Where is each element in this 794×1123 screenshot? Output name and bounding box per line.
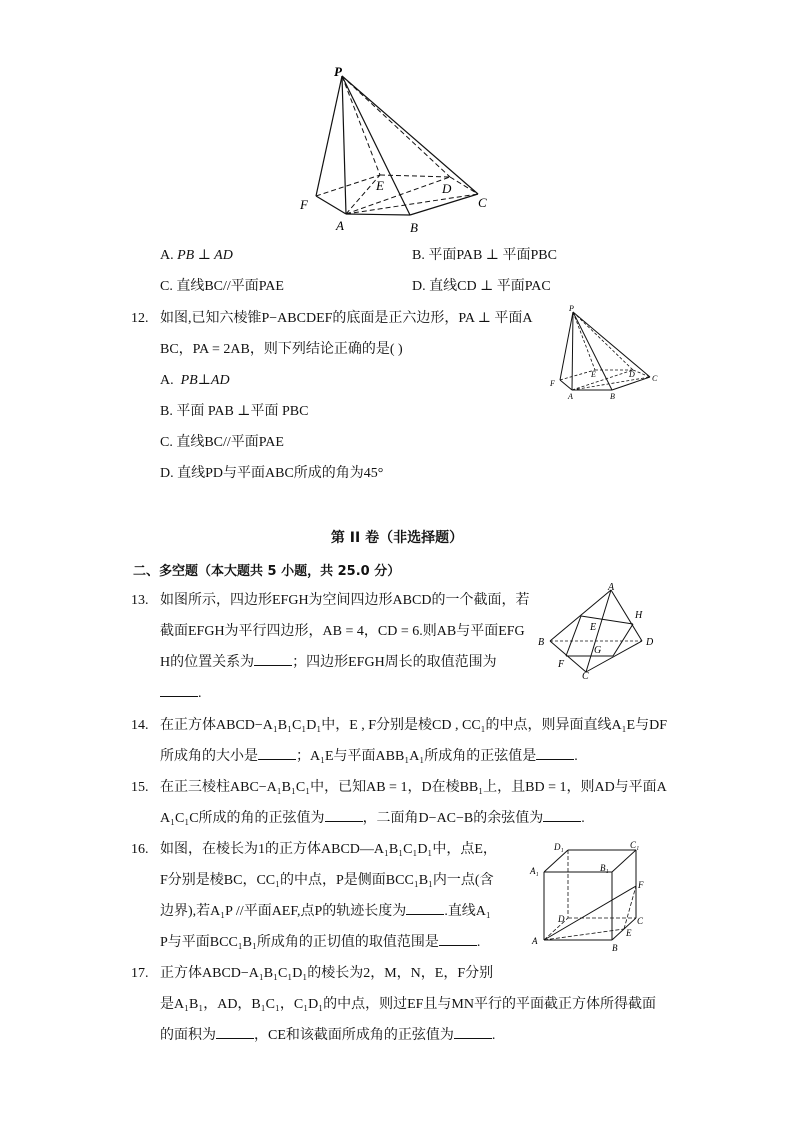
q13-stem-line1: 如图所示，四边形EFGH为空间四边形ABCD的一个截面，若 xyxy=(160,593,530,608)
q12-option-b: B. 平面 PAB ⊥平面 PBC xyxy=(160,404,309,419)
answer-blank xyxy=(216,1026,254,1039)
q16-label-E: E xyxy=(626,928,632,938)
q13-label-A: A xyxy=(608,582,615,593)
q13-number: 13. xyxy=(131,593,149,608)
q11-option-d-text: 直线CD ⊥ 平面PAC xyxy=(429,279,551,294)
answer-blank xyxy=(258,747,296,760)
q12-label-A: A xyxy=(568,392,573,401)
q12-number: 12. xyxy=(131,311,149,326)
answer-blank xyxy=(406,902,444,915)
q13-label-B: B xyxy=(538,637,545,648)
q11-option-c-text: 直线BC//平面PAE xyxy=(176,279,284,294)
q17-stem-line2: 是A₁B₁，AD，B₁C₁，C₁D₁的中点，则过EF且与MN平行的平面截正方体所得截面 xyxy=(160,997,656,1012)
q12-label-P: P xyxy=(569,304,574,313)
q11-option-c: C. 直线BC//平面PAE xyxy=(160,279,284,294)
q12-option-d: D. 直线PD与平面ABC所成的角为45° xyxy=(160,466,384,481)
pyramid-figure-q12 xyxy=(545,302,670,404)
q16-stem-line4: P与平面BCC₁B₁所成角的正切值的取值范围是 . xyxy=(160,935,481,950)
q16-stem-line2: F分别是棱BC，CC₁的中点，P是侧面BCC₁B₁内一点(含 xyxy=(160,873,494,888)
answer-blank xyxy=(454,1026,492,1039)
q17-number: 17. xyxy=(131,966,149,981)
q16-label-A1: A₁ xyxy=(530,866,539,876)
q16-stem-line1: 如图，在棱长为1的正方体ABCD—A₁B₁C₁D₁中，点E， xyxy=(160,842,497,857)
q14-number: 14. xyxy=(131,718,149,733)
label-P: P xyxy=(334,64,342,79)
label-E: E xyxy=(376,178,384,193)
q14-stem-line2: 所成角的大小是 ；A₁E与平面ABB₁A₁所成角的正弦值是 . xyxy=(160,749,578,764)
label-A: A xyxy=(336,218,344,233)
q11-option-a-text: PB ⊥ AD xyxy=(177,248,233,263)
pyramid-figure-top xyxy=(290,62,510,242)
q16-label-C: C xyxy=(637,916,644,926)
q12-label-C: C xyxy=(652,374,658,383)
q13-stem-line3: H的位置关系为 ；四边形EFGH周长的取值范围为 xyxy=(160,655,497,670)
q17-stem-line1: 正方体ABCD−A₁B₁C₁D₁的棱长为2，M，N，E，F分别 xyxy=(160,966,494,981)
cube-figure-q16 xyxy=(522,838,652,954)
q12-option-a: A. PB⊥AD xyxy=(160,373,230,388)
answer-blank xyxy=(254,653,292,666)
q11-option-b-text: 平面PAB ⊥ 平面PBC xyxy=(428,248,557,263)
q12-stem-line2: BC，PA = 2AB，则下列结论正确的是( ) xyxy=(160,342,403,357)
label-C: C xyxy=(478,195,487,210)
q16-label-C1: C₁ xyxy=(630,840,640,850)
q11-option-d: D. 直线CD ⊥ 平面PAC xyxy=(412,279,551,294)
answer-blank xyxy=(160,684,198,697)
q13-label-E: E xyxy=(590,622,597,633)
q16-label-B1: B₁ xyxy=(600,863,609,873)
q16-label-D: D xyxy=(558,914,565,924)
q11-option-a: A. PB ⊥ AD xyxy=(160,248,233,263)
q13-label-H: H xyxy=(635,610,643,621)
q15-stem-line2: A₁C₁C所成的角的正弦值为 ，二面角D−AC−B的余弦值为 . xyxy=(160,811,585,826)
q13-stem-line4: . xyxy=(160,684,202,704)
q16-number: 16. xyxy=(131,842,149,857)
q16-label-A: A xyxy=(532,936,538,946)
q13-label-F: F xyxy=(558,659,565,670)
part2-title: 第 II 卷（非选择题） xyxy=(330,530,464,546)
label-B: B xyxy=(410,220,418,235)
q16-label-B: B xyxy=(612,943,618,953)
q12-label-E: E xyxy=(591,370,596,379)
q16-stem-line3: 边界),若A₁P //平面AEF,点P的轨迹长度为 .直线A₁ xyxy=(160,904,491,919)
q17-stem-line3: 的面积为 ，CE和该截面所成角的正弦值为 . xyxy=(160,1028,496,1043)
label-D: D xyxy=(442,181,452,196)
q14-stem-line1: 在正方体ABCD−A₁B₁C₁D₁中，E , F分别是棱CD , CC₁的中点，则异面直线A₁E与DF xyxy=(160,718,667,733)
answer-blank xyxy=(536,747,574,760)
q13-label-D: D xyxy=(646,637,654,648)
tetrahedron-figure-q13 xyxy=(538,582,663,680)
q15-stem-line1: 在正三棱柱ABC−A₁B₁C₁中，已知AB = 1，D在棱BB₁上，且BD = 1，则AD与平面A xyxy=(160,780,667,795)
answer-blank xyxy=(543,809,581,822)
answer-blank xyxy=(325,809,363,822)
q12-label-B: B xyxy=(610,392,615,401)
q11-option-b: B. 平面PAB ⊥ 平面PBC xyxy=(412,248,557,263)
q12-stem-line1: 如图,已知六棱锥P−ABCDEF的底面是正六边形，PA ⊥ 平面A xyxy=(160,311,533,326)
label-F: F xyxy=(300,197,308,212)
q15-number: 15. xyxy=(131,780,149,795)
q13-label-G: G xyxy=(594,645,602,656)
answer-blank xyxy=(439,933,477,946)
q16-label-F: F xyxy=(638,880,644,890)
q12-label-F: F xyxy=(550,379,555,388)
q13-stem-line2: 截面EFGH为平行四边形，AB = 4，CD = 6.则AB与平面EFG xyxy=(160,624,525,639)
q12-label-D: D xyxy=(629,370,635,379)
q13-label-C: C xyxy=(582,671,589,680)
q16-label-D1: D₁ xyxy=(554,842,564,852)
q12-option-c: C. 直线BC//平面PAE xyxy=(160,435,284,450)
section2-title: 二、多空题（本大题共 5 小题，共 25.0 分） xyxy=(133,564,401,579)
